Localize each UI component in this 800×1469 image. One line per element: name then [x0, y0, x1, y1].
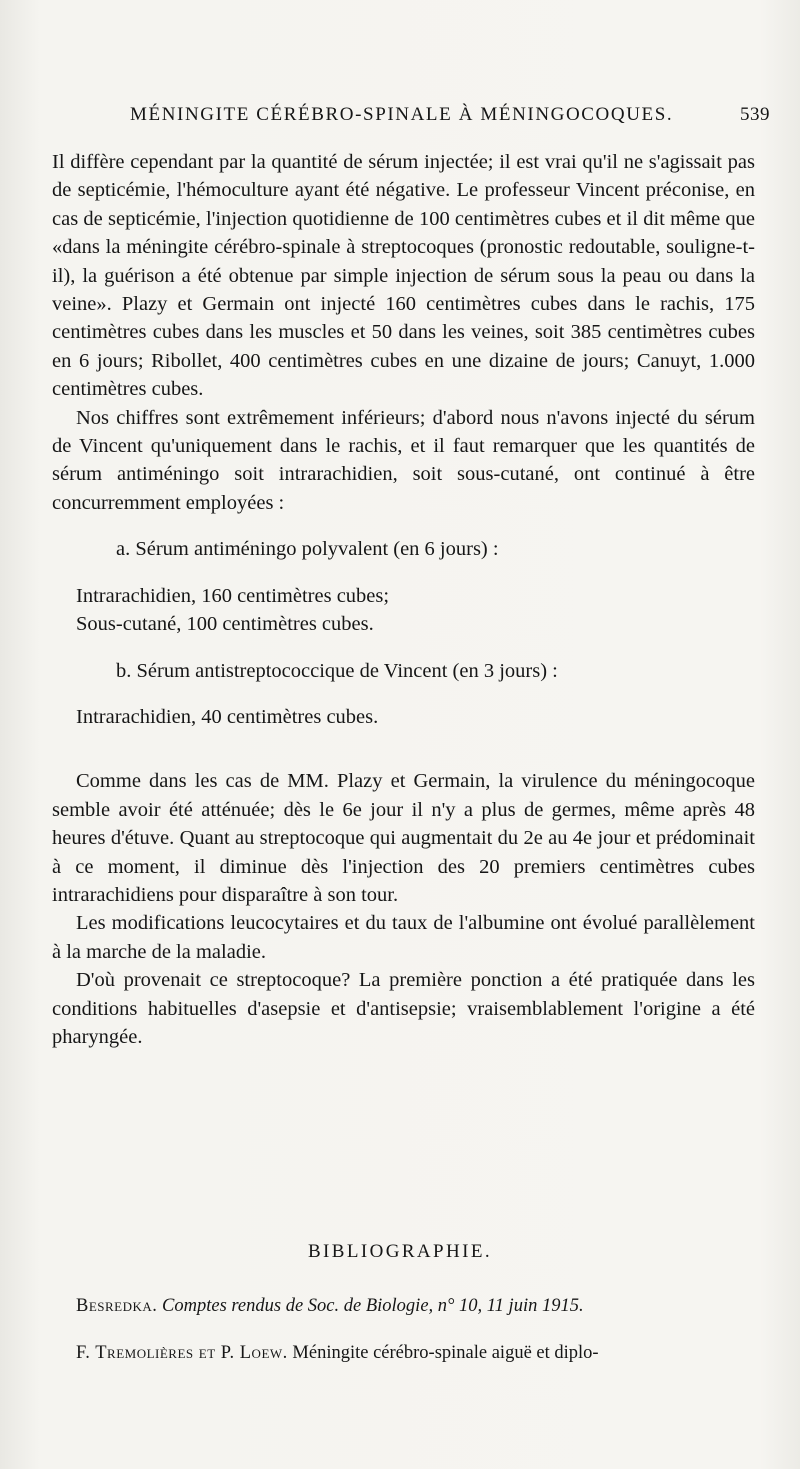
page-number: 539 [740, 104, 770, 125]
bibliography-entry-2 [76, 1341, 756, 1365]
ref2-text: Méningite cérébro-spinale aiguë et diplo- [292, 1343, 599, 1363]
list-b-item-1: Intrarachidien, 40 centimètres cubes. [76, 705, 379, 728]
body-text [52, 148, 755, 1051]
list-a-item-2: Sous-cutané, 100 centimètres cubes. [76, 613, 374, 636]
ref1-text: Comptes rendus de Soc. de Biologie, n° 10, 11 juin 1915. [162, 1296, 584, 1316]
ref2-author: F. Tremolières et P. Loew. [76, 1343, 288, 1363]
paragraph-1: Il diffère cependant par la quantité de sérum injectée; il est vrai qu'il ne s'agissait pas de septicémie, l'hémoculture ayant été négative. Le professeur Vincent préconise, en cas de septicémie, l'injection quotidienne de 100 centimètres cubes et il dit même que «dans la méningite cérébro-spinale à streptocoques (pronostic redoutable, souligne-t-il), la guérison a été obtenue par simple injection de sérum sous la peau ou dans la veine». Plazy et Germain ont injecté 160 centimètres cubes dans le rachis, 175 centimètres cubes dans les muscles et 50 dans les veines, soit 385 centimètres cubes en 6 jours; Ribollet, 400 centimètres cubes en une dizaine de jours; Canuyt, 1.000 centimètres cubes. [52, 151, 755, 401]
list-b-heading: b. Sérum antistreptococcique de Vincent (en 3 jours) : [116, 659, 558, 682]
header-title: MÉNINGITE CÉRÉBRO-SPINALE À MÉNINGOCOQUES. [130, 104, 674, 125]
paragraph-5: D'où provenait ce streptocoque? La première ponction a été pratiquée dans les conditions habituelles d'asepsie et d'antisepsie; vraisemblablement l'origine a été pharyngée. [52, 969, 755, 1048]
list-a-item-1: Intrarachidien, 160 centimètres cubes; [76, 584, 390, 607]
list-b [52, 703, 755, 731]
list-a [52, 582, 755, 639]
list-a-heading: a. Sérum antiméningo polyvalent (en 6 jours) : [116, 538, 499, 561]
bibliography-entry-1 [76, 1294, 756, 1318]
bibliography-title: BIBLIOGRAPHIE. [307, 1241, 492, 1262]
ref1-author: Besredka. [76, 1296, 158, 1316]
paragraph-4: Les modifications leucocytaires et du taux de l'albumine ont évolué parallèlement à la marche de la maladie. [52, 912, 755, 963]
paragraph-3: Comme dans les cas de MM. Plazy et Germain, la virulence du méningocoque semble avoir été atténuée; dès le 6e jour il n'y a plus de germes, même après 48 heures d'étuve. Quant au streptocoque qui augmentait du 2e au 4e jour et prédominait à ce moment, il diminue dès l'injection des 20 premiers centimètres cubes intrarachidiens pour disparaître à son tour. [52, 770, 755, 906]
paragraph-2: Nos chiffres sont extrêmement inférieurs; d'abord nous n'avons injecté du sérum de Vincent qu'uniquement dans le rachis, et il faut remarquer que les quantités de sérum antiméningo soit intrarachidien, soit sous-cutané, ont continué à être concurremment employées : [52, 406, 755, 514]
